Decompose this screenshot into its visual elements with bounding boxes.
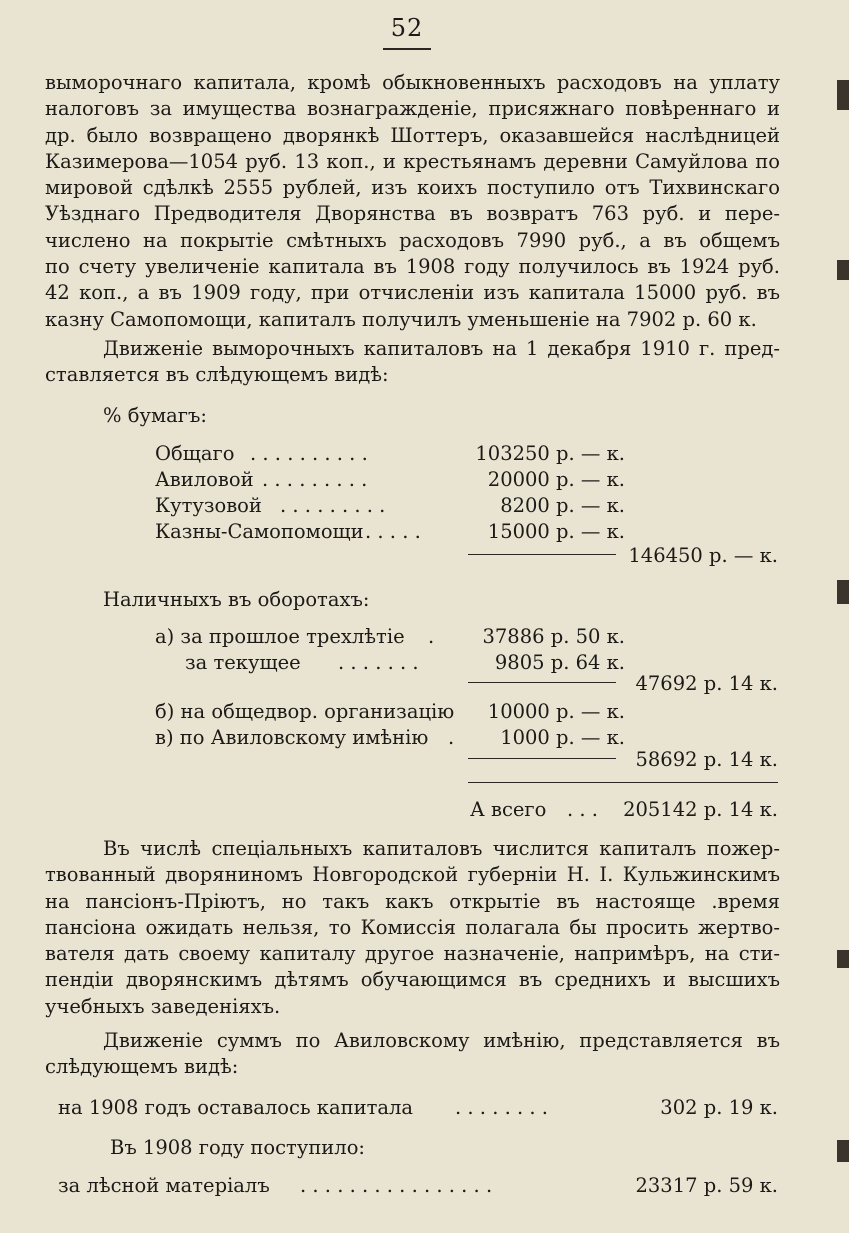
text-line: на пансіонъ-Пріютъ, но такъ какъ открытіе въ настояще .время (45, 889, 780, 913)
text-line: 42 коп., а въ 1909 году, при отчисленіи изъ капитала 15000 руб. въ (45, 281, 780, 305)
leader-dots: . . . . . . . . . . . . . . . . (300, 1174, 493, 1197)
cash-label: а) за прошлое трехлѣтіе (155, 625, 405, 648)
cash-label: в) по Авиловскому имѣнію (155, 726, 429, 749)
cash-label: б) на общедвор. организацію (155, 700, 455, 723)
text-line: Уѣзднаго Предводителя Дворянства въ возвратъ 763 руб. и пере- (45, 202, 780, 226)
forest-amount: 23317 р. 59 к. (635, 1174, 778, 1197)
text-line: выморочнаго капитала, кромѣ обыкновенныхъ расходовъ на уплату (45, 71, 780, 94)
cash-amount: 9805 р. 64 к. (494, 651, 625, 674)
scan-edge-mark (837, 1140, 849, 1162)
leader-dots: . . . (567, 798, 598, 821)
text-line: казну Самопомощи, капиталъ получилъ уменьшеніе на 7902 р. 60 к. (45, 307, 757, 331)
papers-amount: 20000 р. — к. (487, 468, 625, 491)
sum-rule (468, 782, 778, 783)
remain-label: на 1908 годъ оставалось капитала (58, 1096, 413, 1119)
page-number: 52 (390, 14, 424, 42)
text-line: по счету увеличеніе капитала въ 1908 году получилось въ 1924 руб. (45, 255, 780, 279)
text-line: вателя дать своему капиталу другое назначеніе, напримѣръ, на сти- (45, 942, 780, 966)
paragraph-escheated-capital (45, 70, 780, 333)
cash-a-total: 47692 р. 14 к. (635, 672, 778, 695)
text-line: твованный дворяниномъ Новгородской губерніи Н. І. Кульжинскимъ (45, 863, 780, 887)
papers-label: Казны-Самопомощи (155, 520, 364, 543)
papers-heading: % бумагъ: (103, 404, 207, 427)
scan-edge-mark (837, 580, 849, 604)
scan-edge-mark (837, 950, 849, 968)
papers-label: Общаго (155, 442, 235, 465)
page-number-rule (383, 48, 431, 50)
text-line: др. было возвращено дворянкѣ Шоттеръ, оказавшейся наслѣдницей (45, 123, 780, 147)
text-line: налоговъ за имущества вознагражденіе, присяжнаго повѣреннаго и (45, 97, 780, 121)
grand-total: 205142 р. 14 к. (623, 798, 778, 821)
paragraph-capital-movement (45, 336, 780, 389)
leader-dots: . . . . . . . (338, 651, 419, 674)
scan-edge-mark (837, 260, 849, 280)
text-line: Казимерова—1054 руб. 13 коп., и крестьянамъ деревни Самуйлова по (45, 149, 780, 173)
sum-rule (468, 554, 616, 555)
text-line: учебныхъ заведеніяхъ. (45, 994, 281, 1018)
cash-amount: 37886 р. 50 к. (482, 625, 625, 648)
text-line: слѣдующемъ видѣ: (45, 1055, 239, 1079)
text-line: пансіона ожидать нельзя, то Комиссія полагала бы просить жертво- (45, 915, 780, 939)
text-line: Въ числѣ спеціальныхъ капиталовъ числится капиталъ пожер- (103, 837, 780, 860)
text-line: числено на покрытіе смѣтныхъ расходовъ 7990 руб., а въ общемъ (45, 228, 780, 252)
leader-dots: . . . . . . . . (455, 1096, 548, 1119)
papers-label: Авиловой (155, 468, 254, 491)
leader-dots: . (448, 726, 455, 749)
leader-dots: . (428, 625, 435, 648)
text-line: Движеніе суммъ по Авиловскому имѣнію, представляется въ (103, 1029, 780, 1052)
paragraph-avilov-estate (45, 1028, 780, 1081)
papers-amount: 15000 р. — к. (487, 520, 625, 543)
paragraph-special-capitals (45, 836, 780, 1020)
text-line: Движеніе выморочныхъ капиталовъ на 1 декабря 1910 г. пред- (103, 337, 780, 360)
papers-label: Кутузовой (155, 494, 262, 517)
papers-amount: 103250 р. — к. (475, 442, 625, 465)
cash-amount: 1000 р. — к. (500, 726, 625, 749)
sum-rule (468, 682, 616, 683)
remain-amount: 302 р. 19 к. (660, 1096, 778, 1119)
cash-heading: Наличныхъ въ оборотахъ: (103, 588, 370, 611)
leader-dots: . . . . . . . . . (262, 468, 368, 491)
grand-label: А всего (470, 798, 547, 821)
text-line: ставляется въ слѣдующемъ видѣ: (45, 363, 389, 387)
sum-rule (468, 758, 616, 759)
scan-edge-mark (837, 80, 849, 110)
papers-total: 146450 р. — к. (628, 544, 778, 567)
text-line: пендіи дворянскимъ дѣтямъ обучающимся въ среднихъ и высшихъ (45, 968, 780, 992)
forest-label: за лѣсной матеріалъ (58, 1174, 270, 1197)
cash-amount: 10000 р. — к. (487, 700, 625, 723)
leader-dots: . . . . . . . . . (280, 494, 386, 517)
leader-dots: . . . . . (365, 520, 421, 543)
cash-label: за текущее (185, 651, 301, 674)
cash-total: 58692 р. 14 к. (635, 748, 778, 771)
papers-amount: 8200 р. — к. (500, 494, 625, 517)
received-heading: Въ 1908 году поступило: (110, 1136, 366, 1159)
text-line: мировой сдѣлкѣ 2555 рублей, изъ коихъ поступило отъ Тихвинскаго (45, 176, 780, 200)
leader-dots: . . . . . . . . . . (250, 442, 368, 465)
